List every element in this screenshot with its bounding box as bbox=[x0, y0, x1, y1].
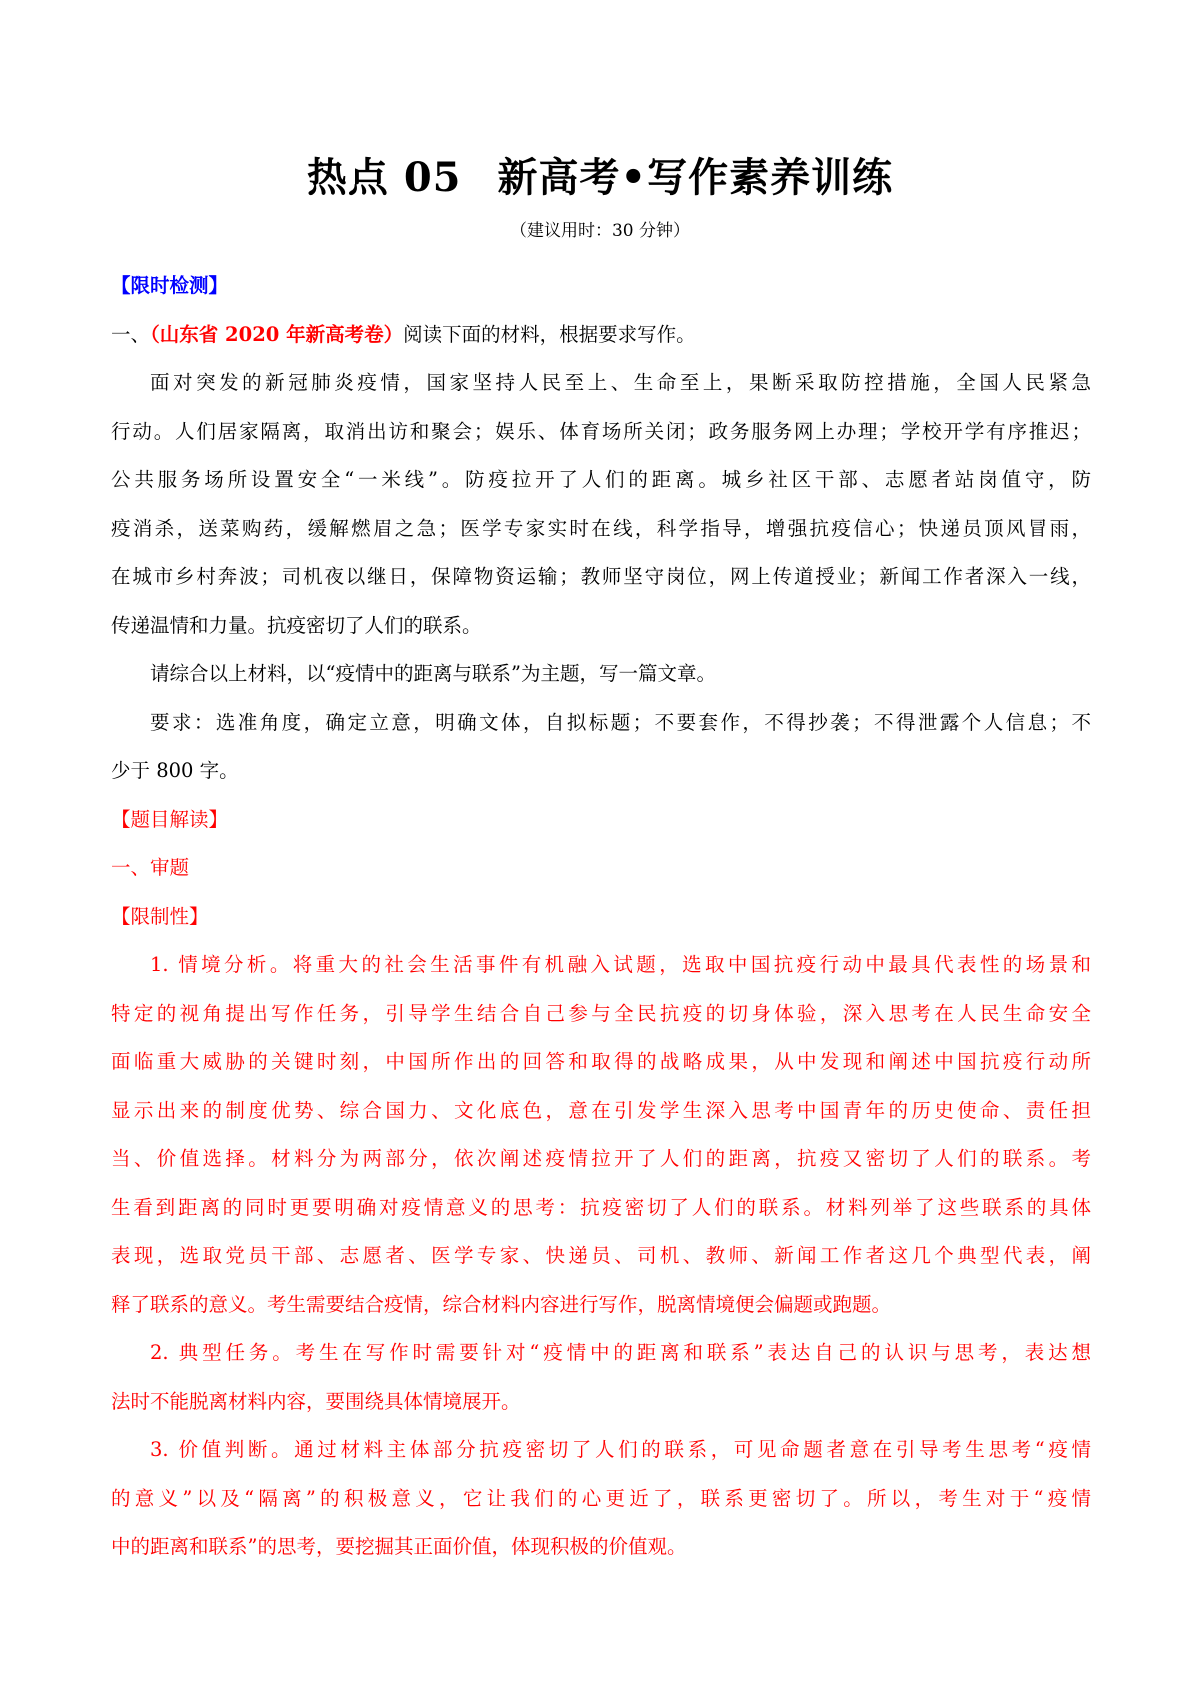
requirements-paragraph bbox=[111, 699, 1091, 796]
title-right: 新高考•写作素养训练 bbox=[497, 154, 894, 201]
analysis-point-1 bbox=[111, 941, 1091, 1329]
point-line: 显示出来的制度优势、综合国力、文化底色，意在引发学生深入思考中国青年的历史使命、责任担 bbox=[111, 1098, 1091, 1122]
material-paragraph bbox=[111, 359, 1091, 650]
title-left: 热点 05 bbox=[306, 154, 462, 201]
point-line: 当、价值选择。材料分为两部分，依次阐述疫情拉开了人们的距离，抗疫又密切了人们的联系。考 bbox=[111, 1147, 1091, 1170]
point-line: 的意义”以及“隔离”的积极意义，它让我们的心更近了，联系更密切了。所以，考生对于“疫情 bbox=[111, 1486, 1091, 1510]
document-body bbox=[111, 262, 1091, 1572]
point-line: 1. 情境分析。将重大的社会生活事件有机融入试题，选取中国抗疫行动中最具代表性的场景和 bbox=[150, 953, 1091, 976]
point-line: 特定的视角提出写作任务，引导学生结合自己参与全民抗疫的切身体验，深入思考在人民生命安全 bbox=[111, 1001, 1091, 1025]
point-line: 3. 价值判断。通过材料主体部分抗疫密切了人们的联系，可见命题者意在引导考生思考“疫情 bbox=[150, 1438, 1091, 1461]
material-line: 在城市乡村奔波；司机夜以继日，保障物资运输；教师坚守岗位，网上传道授业；新闻工作者深入一线， bbox=[111, 565, 1091, 588]
subheading-review: 一、审题 bbox=[111, 856, 190, 879]
point-line: 面临重大威胁的关键时刻，中国所作出的回答和取得的战略成果，从中发现和阐述中国抗疫行动所 bbox=[111, 1050, 1091, 1073]
material-line: 传递温情和力量。抗疫密切了人们的联系。 bbox=[111, 613, 482, 637]
material-line: 公共服务场所设置安全“一米线”。防疫拉开了人们的距离。城乡社区干部、志愿者站岗值守，防 bbox=[111, 468, 1091, 491]
writing-prompt: 请综合以上材料，以“疫情中的距离与联系”为主题，写一篇文章。 bbox=[150, 662, 716, 685]
point-line: 中的距离和联系”的思考，要挖掘其正面价值，体现积极的价值观。 bbox=[111, 1535, 687, 1558]
point-line: 表现，选取党员干部、志愿者、医学专家、快递员、司机、教师、新闻工作者这几个典型代表，阐 bbox=[111, 1244, 1091, 1267]
question-prefix: 一、 bbox=[111, 322, 151, 346]
requirement-line: 少于 800 字。 bbox=[111, 759, 239, 782]
analysis-point-3 bbox=[111, 1426, 1091, 1572]
page-title bbox=[0, 148, 1200, 208]
limit-heading: 【限制性】 bbox=[111, 904, 209, 928]
material-line: 面对突发的新冠肺炎疫情，国家坚持人民至上、生命至上，果断采取防控措施，全国人民紧急 bbox=[150, 371, 1091, 394]
point-line: 生看到距离的同时更要明确对疫情意义的思考：抗疫密切了人们的联系。材料列举了这些联系的具体 bbox=[111, 1195, 1091, 1219]
suggested-time: （建议用时：30 分钟） bbox=[509, 221, 691, 241]
point-line: 释了联系的意义。考生需要结合疫情，综合材料内容进行写作，脱离情境便会偏题或跑题。 bbox=[111, 1292, 892, 1316]
analysis-point-2 bbox=[111, 1329, 1091, 1426]
point-line: 2. 典型任务。考生在写作时需要针对“疫情中的距离和联系”表达自己的认识与思考，表达想 bbox=[150, 1341, 1091, 1364]
section-heading-reading: 【题目解读】 bbox=[111, 807, 229, 831]
material-line: 疫消杀，送菜购药，缓解燃眉之急；医学专家实时在线，科学指导，增强抗疫信心；快递员顶风冒雨， bbox=[111, 516, 1091, 540]
question-source: （山东省 2020 年新高考卷） bbox=[150, 322, 404, 346]
requirement-line: 要求：选准角度，确定立意，明确文体，自拟标题；不要套作，不得抄袭；不得泄露个人信息；不 bbox=[150, 710, 1091, 734]
section-heading-test: 【限时检测】 bbox=[111, 274, 229, 297]
point-line: 法时不能脱离材料内容，要围绕具体情境展开。 bbox=[111, 1389, 521, 1413]
question-text: 阅读下面的材料，根据要求写作。 bbox=[403, 322, 696, 346]
question-line bbox=[111, 311, 1091, 360]
material-line: 行动。人们居家隔离，取消出访和聚会；娱乐、体育场所关闭；政务服务网上办理；学校开学有序推迟； bbox=[111, 419, 1091, 443]
